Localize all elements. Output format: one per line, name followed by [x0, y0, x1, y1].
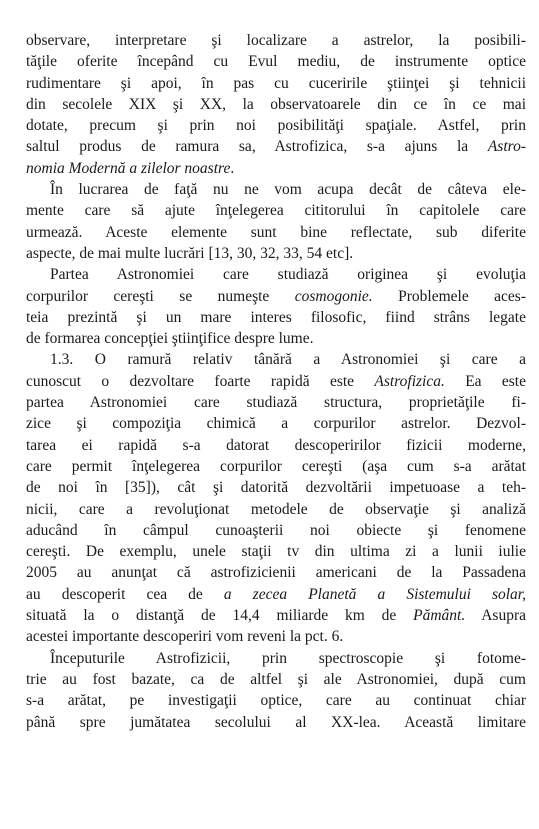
italic-text: nomia Modernă a zilelor noastre	[26, 159, 231, 177]
text-line	[26, 115, 526, 136]
text-segment: s-a arătat, pe investigaţii optice, care au continuat chiar	[26, 692, 526, 710]
text-segment: dotate, precum şi prin noi posibilităţi spaţiale. Astfel, prin	[26, 117, 526, 135]
text-segment: 1.3. O ramură relativ tânără a Astronomiei şi care a	[50, 351, 526, 369]
text-line	[26, 605, 526, 626]
italic-text: Astrofizica.	[374, 372, 445, 390]
italic-text: Astro-	[487, 138, 526, 156]
text-segment: care permit înţelegerea corpurilor cereşti (aşa cum s-a arătat	[26, 457, 526, 475]
text-line	[26, 371, 526, 392]
text-segment: de formarea concepţiei ştiinţifice despre lume.	[26, 330, 314, 348]
text-line	[26, 286, 526, 307]
text-line	[26, 712, 526, 733]
text-segment: aducând în câmpul cunoaşterii noi obiecte şi fenomene	[26, 521, 526, 539]
text-segment: până spre jumătatea secolului al XX-lea. Această limitare	[26, 713, 526, 731]
text-segment: situată la o distanţă de 14,4 miliarde km de	[26, 607, 414, 625]
text-line	[26, 30, 526, 51]
text-segment: În lucrarea de faţă nu ne vom acupa decât de câteva ele-	[50, 181, 526, 199]
text-line	[26, 264, 526, 285]
text-segment: cereşti. De exemplu, unele staţii tv din ultima zi a lunii iulie	[26, 543, 526, 561]
text-segment: tăţile oferite începând cu Evul mediu, de instrumente optice	[26, 53, 526, 71]
text-line	[26, 392, 526, 413]
text-segment: saltul produs de ramura sa, Astrofizica, s-a ajuns la	[26, 138, 488, 156]
text-line	[26, 349, 526, 370]
text-line	[26, 456, 526, 477]
text-segment: cunoscut o dezvoltare foarte rapidă este	[26, 372, 375, 390]
text-line	[26, 179, 526, 200]
italic-text: a zecea Planetă a Sistemului solar,	[223, 585, 526, 603]
text-line	[26, 669, 526, 690]
text-line	[26, 51, 526, 72]
text-line	[26, 413, 526, 434]
text-segment: tarea ei rapidă s-a datorat descoperirilor fizicii moderne,	[26, 436, 526, 454]
text-line	[26, 562, 526, 583]
text-segment: 2005 au anunţat că astrofizicienii americani de la Passadena	[26, 564, 526, 582]
text-line	[26, 94, 526, 115]
text-line	[26, 584, 526, 605]
text-segment: Problemele aces-	[372, 287, 526, 305]
text-line	[26, 435, 526, 456]
text-segment: acestei importante descoperiri vom reveni la pct. 6.	[26, 628, 344, 646]
text-segment: Începuturile Astrofizicii, prin spectroscopie şi fotome-	[50, 649, 526, 667]
text-segment: zice şi compoziţia chimică a corpurilor astrelor. Dezvol-	[26, 415, 526, 433]
text-segment: .	[230, 159, 235, 177]
text-segment: partea Astronomiei care studiază structura, proprietăţile fi-	[26, 394, 526, 412]
text-segment: nicii, care a revoluţionat metodele de observaţie şi analiză	[26, 500, 526, 518]
text-line	[26, 541, 526, 562]
text-segment: trie au fost bazate, ca de altfel şi ale Astronomiei, după cum	[26, 670, 526, 688]
text-segment: Partea Astronomiei care studiază originea şi evoluţia	[50, 266, 526, 284]
text-segment: mente care să ajute înţelegerea cititorului în capitolele care	[26, 202, 526, 220]
italic-text: Pământ.	[413, 607, 466, 625]
text-line	[26, 243, 526, 264]
document-page	[26, 30, 526, 733]
italic-text: cosmogonie.	[294, 287, 373, 305]
text-line	[26, 222, 526, 243]
text-line	[26, 328, 526, 349]
text-segment: au descoperit cea de	[26, 585, 224, 603]
text-line	[26, 136, 526, 157]
text-line	[26, 73, 526, 94]
text-line	[26, 477, 526, 498]
text-line	[26, 499, 526, 520]
text-segment: din secolele XIX şi XX, la observatoarele din ce în ce mai	[26, 95, 526, 113]
text-segment: Ea este	[444, 372, 526, 390]
text-segment: urmează. Aceste elemente sunt bine reflectate, sub diferite	[26, 223, 526, 241]
text-line	[26, 307, 526, 328]
text-line	[26, 648, 526, 669]
text-line	[26, 626, 526, 647]
text-segment: corpurilor cereşti se numeşte	[26, 287, 295, 305]
text-line	[26, 158, 526, 179]
text-segment: observare, interpretare şi localizare a astrelor, la posibili-	[26, 32, 526, 49]
text-segment: rudimentare şi apoi, în pas cu cuceririle ştiinţei şi tehnicii	[26, 74, 526, 92]
text-segment: de noi în [35]), cât şi datorită dezvoltării impetuoase a teh-	[26, 479, 526, 497]
text-line	[26, 520, 526, 541]
text-line	[26, 690, 526, 711]
text-segment: teia prezintă şi un mare interes filosofic, fiind strâns legate	[26, 308, 526, 326]
text-segment: aspecte, de mai multe lucrări [13, 30, 32, 33, 54 etc].	[26, 244, 354, 262]
text-segment: Asupra	[465, 607, 526, 625]
text-line	[26, 200, 526, 221]
